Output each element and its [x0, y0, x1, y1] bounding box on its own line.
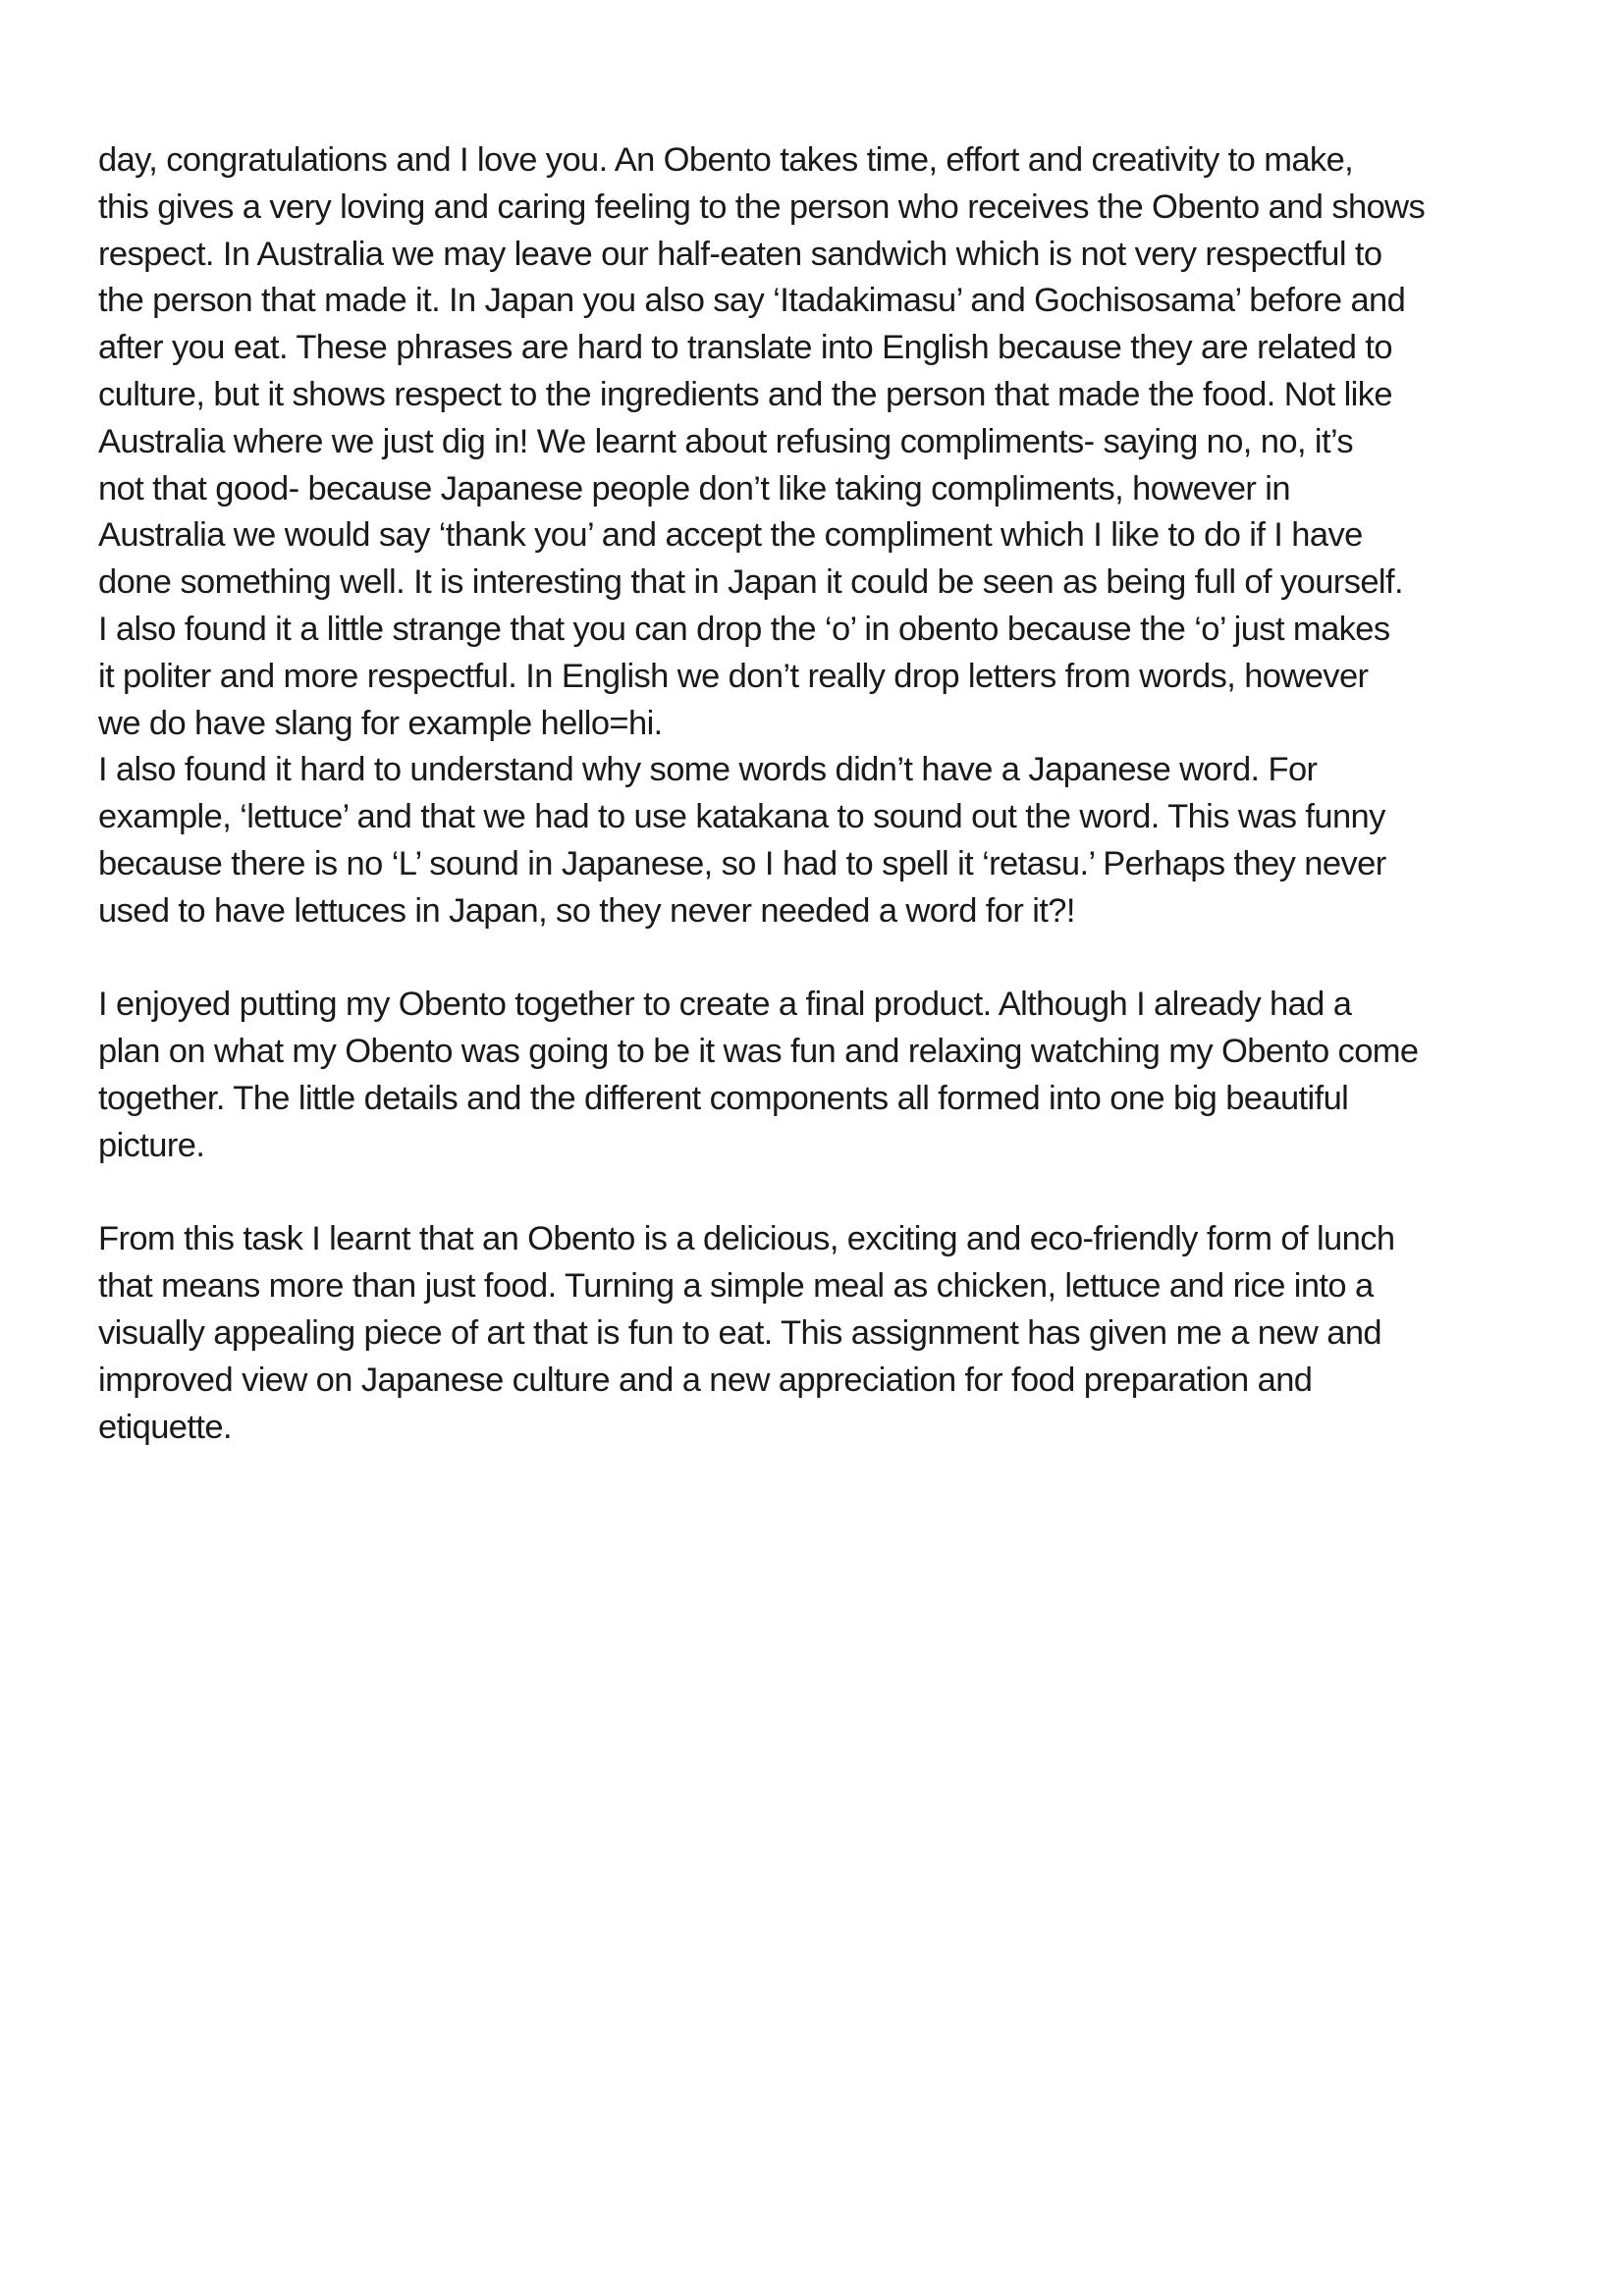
text-line: From this task I learnt that an Obento is a delicious, exciting and eco-friendly form of lunch — [98, 1220, 1395, 1258]
text-line: day, congratulations and I love you. An Obento takes time, effort and creativity to make, — [98, 141, 1354, 179]
text-line: after you eat. These phrases are hard to translate into English because they are related to — [98, 329, 1392, 367]
paragraph-final-product — [98, 982, 1551, 1169]
text-line: improved view on Japanese culture and a new appreciation for food preparation and — [98, 1361, 1313, 1399]
text-line: used to have lettuces in Japan, so they never needed a word for it?! — [98, 891, 1075, 930]
text-line: culture, but it shows respect to the ingredients and the person that made the food. Not like — [98, 375, 1392, 413]
text-line: the person that made it. In Japan you also say ‘Itadakimasu’ and Gochisosama’ before and — [98, 282, 1406, 320]
text-line: because there is no ‘L’ sound in Japanese, so I had to spell it ‘retasu.’ Perhaps they never — [98, 844, 1386, 882]
text-line: I also found it a little strange that you can drop the ‘o’ in obento because the ‘o’ just makes — [98, 610, 1390, 648]
text-line: together. The little details and the different components all formed into one big beautiful — [98, 1079, 1349, 1117]
text-line: respect. In Australia we may leave our half-eaten sandwich which is not very respectful to — [98, 235, 1382, 273]
text-line: visually appealing piece of art that is fun to eat. This assignment has given me a new and — [98, 1313, 1381, 1352]
text-line: I enjoyed putting my Obento together to create a final product. Although I already had a — [98, 986, 1352, 1024]
text-line: this gives a very loving and caring feeling to the person who receives the Obento and shows — [98, 187, 1426, 226]
paragraph-obento-respect — [98, 137, 1551, 747]
text-line: we do have slang for example hello=hi. — [98, 704, 663, 742]
text-line: that means more than just food. Turning a simple meal as chicken, lettuce and rice into a — [98, 1267, 1374, 1306]
text-line: not that good- because Japanese people don’t like taking compliments, however in — [98, 469, 1290, 507]
text-line: etiquette. — [98, 1408, 232, 1446]
text-line: picture. — [98, 1126, 205, 1164]
text-line: done something well. It is interesting that in Japan it could be seen as being full of yourself. — [98, 563, 1403, 602]
paragraph-lettuce-katakana — [98, 747, 1551, 934]
document-body — [98, 137, 1551, 1451]
text-line: it politer and more respectful. In English we don’t really drop letters from words, however — [98, 657, 1369, 695]
text-line: Australia where we just dig in! We learnt about refusing compliments- saying no, no, it’s — [98, 422, 1354, 460]
paragraph-conclusion — [98, 1216, 1551, 1451]
text-line: Australia we would say ‘thank you’ and accept the compliment which I like to do if I have — [98, 516, 1363, 555]
text-line: I also found it hard to understand why some words didn’t have a Japanese word. For — [98, 751, 1318, 789]
text-line: example, ‘lettuce’ and that we had to use katakana to sound out the word. This was funny — [98, 798, 1385, 836]
text-line: plan on what my Obento was going to be it was fun and relaxing watching my Obento come — [98, 1033, 1419, 1071]
